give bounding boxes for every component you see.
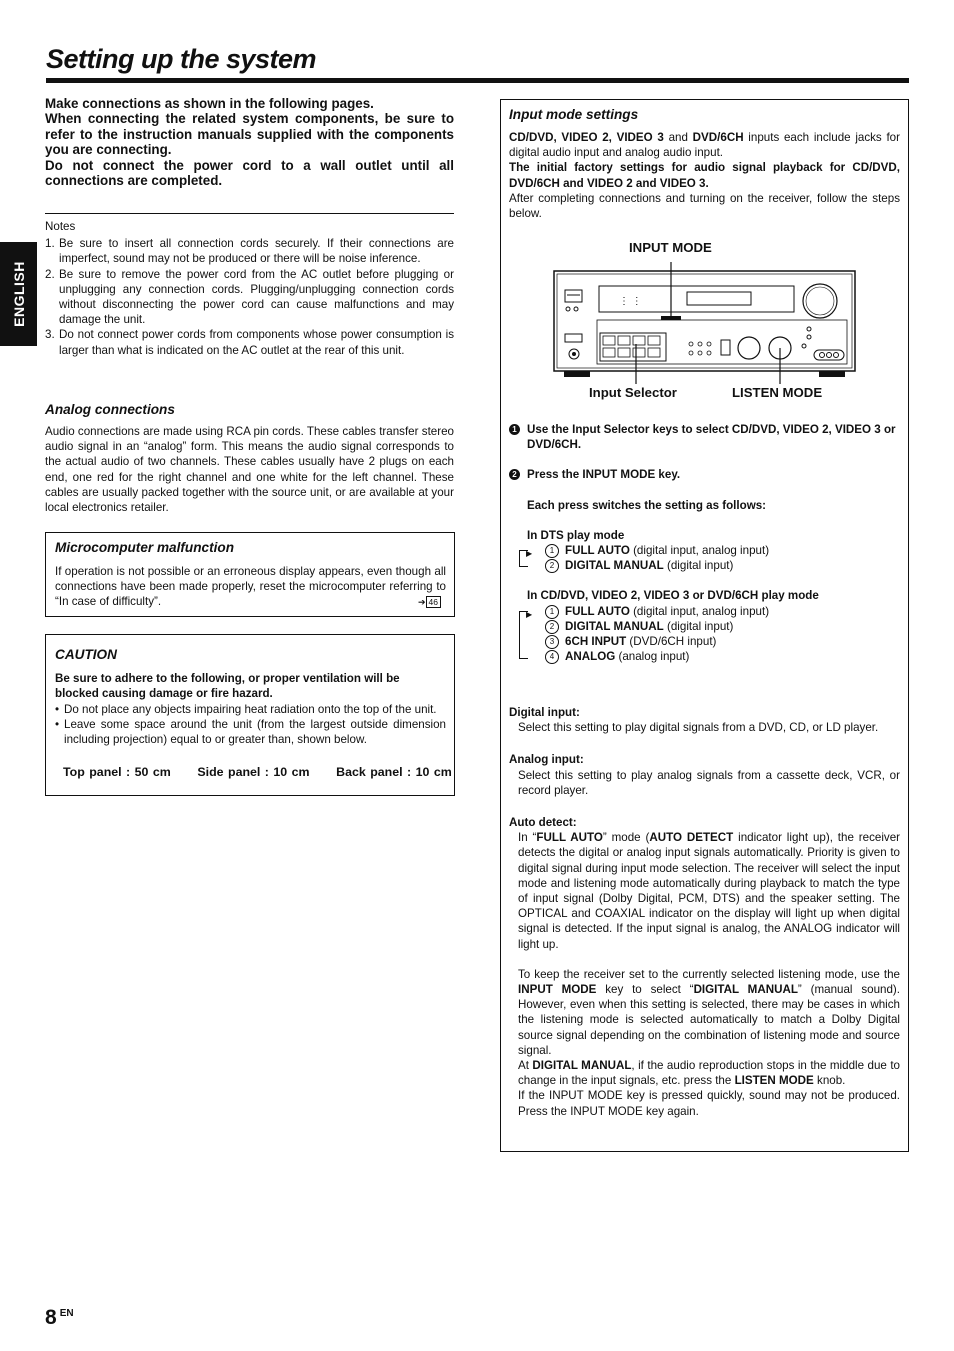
intro-strong: DVD/6CH [692,131,744,144]
mode-desc: (analog input) [615,650,690,664]
mode-name: FULL AUTO [565,544,630,558]
step-number: 2 [509,469,520,480]
mode-number: 2 [545,559,559,573]
digital-input-term: Digital input: [509,706,580,719]
each-press-text: Each press switches the setting as follows: [527,498,767,512]
micro-text: If operation is not possible or an erroneous display appears, even though all connections have been made properly, reset the microcomputer referring to “In case of difficulty”. [55,565,446,609]
bullet-text: Leave some space around the unit (from the largest outside dimension including projection) equal to or greater than, shown below. [64,718,446,747]
keep-mode-text [509,967,900,1058]
analog-text: Audio connections are made using RCA pin cords. These cables transfer stereo audio signal in an “analog” form. This means the audio signal corresponds to the actual audio of two channels. These cables usually have 2 plugs on each end, one red for the right channel and one white for the left channel. These cables are usually packed together with the source unit, or are available at your local electronics retailer. [45,425,454,515]
intro-after-text: After completing connections and turning on the receiver, follow the steps below. [509,191,900,221]
mode-desc: (digital input) [663,619,734,633]
intro-text: inputs each include jacks for digital audio input and analog audio input. [509,131,900,160]
dts-mode-list [509,543,900,573]
text-strong: FULL AUTO [536,831,603,845]
note-item [45,327,454,357]
mode-number: 2 [545,620,559,634]
page-ref[interactable] [418,596,441,608]
page-number [45,1306,74,1330]
mode-item [545,558,900,573]
text-run: ” mode ( [602,831,650,845]
note-item [45,267,454,328]
svg-text:⋮ ⋮: ⋮ ⋮ [619,296,642,307]
mode-desc: (digital input) [663,559,734,573]
mode-name: DIGITAL MANUAL [565,559,664,573]
language-tab-label: ENGLISH [10,261,27,327]
mode-name: 6CH INPUT [565,635,627,649]
input-mode-box [500,99,909,1152]
caution-bullet [55,717,446,747]
mode-name: FULL AUTO [565,604,630,618]
note-number: 3. [45,328,55,342]
auto-detect-term: Auto detect: [509,816,577,830]
mode-item [545,649,900,664]
intro-factory-note: The initial factory settings for audio signal playback for CD/DVD, DVD/6CH and VIDEO 2 and VIDEO 3. [509,161,900,190]
analog-input-term: Analog input: [509,753,584,767]
text-run: , if the audio reproduction stops in the middle due to change in the input signals, etc. press the [518,1059,900,1088]
label-input-mode: INPUT MODE [629,240,712,255]
note-item [45,236,454,266]
text-strong: AUTO DETECT [649,831,734,845]
notes-title: Notes [45,220,76,233]
intro-strong: CD/DVD, VIDEO 2, VIDEO 3 [509,131,664,144]
notes [45,219,454,358]
input-mode-intro [509,130,900,221]
caution-dimensions: Top panel : 50 cm Side panel : 10 cm Back panel : 10 cm [63,765,452,779]
step-1 [509,422,900,452]
microcomputer-box [45,532,455,617]
bullet-icon: • [55,703,60,716]
note-number: 1. [45,237,55,251]
mode-desc: (DVD/6CH input) [626,635,717,649]
text-run: To keep the receiver set to the currently selected listening mode, use the [518,967,900,981]
cd-mode-list [509,604,900,665]
receiver-front-panel-drawing [509,260,900,385]
bullet-icon: • [55,718,60,732]
digital-input-text: Select this setting to play digital signals from a DVD, CD, or LD player. [518,721,879,735]
text-run: At [518,1059,533,1073]
page-number-suffix: EN [59,1308,74,1319]
input-mode-quick-press-text: If the INPUT MODE key is pressed quickly, sound may not be produced. Press the INPUT MODE key again. [518,1089,900,1118]
arrow-right-icon: ▶ [526,609,533,619]
mode-item [545,619,900,634]
mode-desc: (digital input, analog input) [629,604,770,618]
arrow-right-icon: ➔ [417,597,426,607]
arrow-right-icon: ▶ [526,549,533,559]
text-run: In “ [518,831,537,845]
intro-p3: Do not connect the power cord to a wall outlet until all connections are completed. [45,157,454,189]
definitions [509,696,900,1119]
mode-item [545,543,900,558]
label-listen-mode: LISTEN MODE [732,385,823,400]
mode-item [545,634,900,649]
mode-number: 3 [545,635,559,649]
mode-number: 1 [545,544,559,558]
steps [509,422,900,664]
text-strong: LISTEN MODE [734,1074,814,1088]
step-text: Press the INPUT MODE key. [527,468,681,482]
caution-box [45,634,455,796]
page-ref-number: 46 [426,596,441,608]
caution-heading: CAUTION [55,647,117,662]
dts-title: In DTS play mode [527,528,625,542]
cd-title: In CD/DVD, VIDEO 2, VIDEO 3 or DVD/6CH play mode [527,589,819,603]
text-run: indicator light up), the receiver detects the digital or analog input signals automatically. Priority is given to digital signal during input mode selection. The receiver will select the input mode and listening mode automatically during playback to match the type of input signal (Dolby Digital, PCM, DTS) and the speaker setting. The OPTICAL and COAXIAL indicator on the display will light up when digital signal is detected. If the input signal is analog, the ANALOG indicator will light up. [518,831,901,951]
receiver-diagram [509,240,900,410]
intro-p2: When connecting the related system components, be sure to refer to the instruction manuals supplied with the components you are connecting. [45,111,454,158]
note-text: Be sure to insert all connection cords securely. If their connections are imperfect, sound may not be produced or there will be noise inference. [59,237,454,266]
text-run: key to select “ [596,983,694,997]
note-text: Do not connect power cords from components whose power consumption is larger than what is indicated on the AC outlet at the rear of this unit. [59,328,454,357]
note-number: 2. [45,267,55,281]
mode-number: 4 [545,650,559,664]
mode-name: ANALOG [565,650,616,664]
digital-manual-text [509,1058,900,1088]
text-strong: DIGITAL MANUAL [532,1059,632,1073]
caution-bullet [55,702,446,717]
text-run: ” (manual sound). However, even when this setting is selected, there may be cases in which the listening mode is selected automatically to match a Dolby Digital source signal depending on the combination of listening mode and source signal. [518,983,900,1057]
mode-desc: (digital input, analog input) [629,544,770,558]
intro-text: and [663,131,693,144]
step-text: Use the Input Selector keys to select CD/DVD, VIDEO 2, VIDEO 3 or DVD/6CH. [527,423,896,452]
page-title: Setting up the system [46,44,317,74]
label-input-selector: Input Selector [589,385,677,400]
text-strong: DIGITAL MANUAL [693,983,798,997]
intro [45,96,454,188]
caution-bold-text: Be sure to adhere to the following, or proper ventilation will be blocked causing damage or fire hazard. [55,672,400,701]
mode-number: 1 [545,605,559,619]
note-text: Be sure to remove the power cord from the AC outlet before plugging or unplugging any connection cords. Plugging/unplugging connection cords without disconnecting the power cord can cause malfunctions and may damage the unit. [59,267,454,327]
text-run: knob. [813,1074,846,1088]
notes-rule [45,213,454,214]
mode-item [545,604,900,619]
intro-p1: Make connections as shown in the following pages. [45,96,374,111]
step-2 [509,467,900,482]
title-rule [46,78,909,83]
step-number: 1 [509,424,520,435]
bullet-text: Do not place any objects impairing heat radiation onto the top of the unit. [64,703,437,716]
analog-input-text: Select this setting to play analog signals from a cassette deck, VCR, or record player. [518,768,900,797]
language-tab [0,242,37,346]
mode-name: DIGITAL MANUAL [565,619,664,633]
page-number-value: 8 [45,1306,57,1329]
caution-list [55,702,446,748]
auto-detect-text [509,830,900,952]
input-mode-heading: Input mode settings [509,107,639,122]
analog-heading: Analog connections [45,402,175,417]
micro-heading: Microcomputer malfunction [55,540,234,555]
text-strong: INPUT MODE [518,983,597,997]
